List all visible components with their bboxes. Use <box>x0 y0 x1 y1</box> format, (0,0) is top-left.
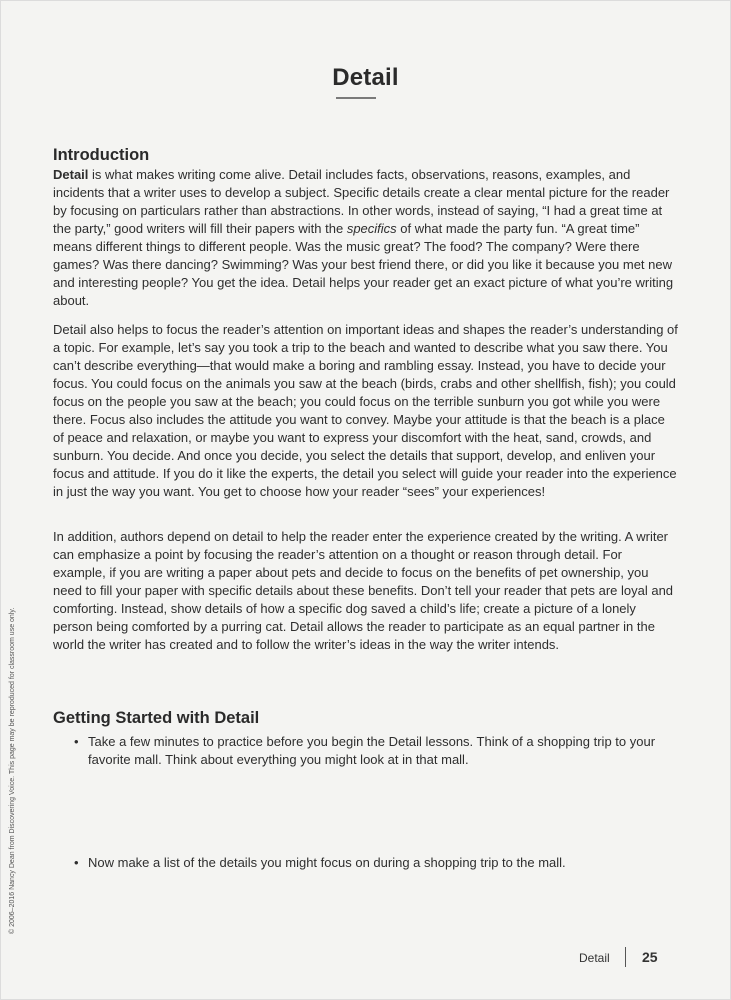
list-item-text: Now make a list of the details you might focus on during a shopping trip to the mall. <box>88 855 566 870</box>
list-item <box>74 733 658 769</box>
specifics-term: specifics <box>346 221 397 236</box>
intro-paragraph-1-part-a: is what makes writing come alive. Detail includes facts, observations, reasons, examples, and incidents that a writer uses to develop a subject. Specific details create a clear mental picture for the reader by focusing on particulars rather than abstractions. In other words, instead of saying, “I had a great time at the party,” good writers will fill their papers with the <box>53 167 670 236</box>
intro-paragraph-1-part-b: of what made the party fun. “A great time” means different things to different people. Was the music great? The food? The company? Were there games? Was there dancing? Swimming? Was your best friend there, or did you like it because you met new and interesting people? You get the idea. Detail helps your reader get an exact picture of what you’re writing about. <box>53 221 674 308</box>
title-underline <box>336 97 376 99</box>
bullet-icon: • <box>74 734 79 749</box>
footer-divider <box>625 947 626 967</box>
footer-section-label: Detail <box>579 951 610 965</box>
getting-started-heading: Getting Started with Detail <box>53 709 260 727</box>
list-item-text: Take a few minutes to practice before you begin the Detail lessons. Think of a shopping trip to your favorite mall. Think about everything you might look at in that mall. <box>88 734 656 767</box>
list-item <box>74 854 658 872</box>
intro-paragraph-3: In addition, authors depend on detail to help the reader enter the experience created by the writing. A writer can emphasize a point by focusing the reader’s attention on a thought or reason through detail. For example, if you are writing a paper about pets and decide to focus on the benefits of pet ownership, you need to fill your paper with specific details about these benefits. Don’t tell your reader that pets are loyal and comforting. Instead, show details of how a specific dog saved a child’s life; create a picture of a lonely person being comforted by a purring cat. Detail allows the reader to participate as an equal partner in the world the writer has created and to follow the writer’s ideas in the way the writer intends. <box>53 529 674 652</box>
bullet-icon: • <box>74 855 79 870</box>
page-title: Detail <box>332 64 399 91</box>
introduction-heading: Introduction <box>53 146 150 164</box>
detail-term: Detail <box>53 167 89 182</box>
intro-paragraph-2: Detail also helps to focus the reader’s attention on important ideas and shapes the reader’s understanding of a topic. For example, let’s say you took a trip to the beach and wanted to describe what you saw there. You can’t describe everything—that would make a boring and rambling essay. Instead, you have to decide your focus. You could focus on the animals you saw at the beach (birds, crabs and other shellfish, fish); you could focus on the people you saw at the beach; you could focus on the terrible sunburn you got while you were there. Focus also includes the attitude you want to convey. Maybe your attitude is that the beach is a place of peace and relaxation, or maybe you want to express your discomfort with the heat, sand, crowds, and sunburn. You decide. And once you decide, you select the details that support, develop, and enliven your focus and attitude. If you do it like the experts, the detail you select will guide your reader into the experience in just the way you want. You get to choose how your reader “sees” your experiences! <box>53 322 678 499</box>
page-number: 25 <box>642 949 658 965</box>
copyright-notice: © 2006–2016 Nancy Dean from Discovering Voice. This page may be reproduced for classroom use only. <box>9 607 16 934</box>
intro-paragraph-1 <box>53 166 678 310</box>
